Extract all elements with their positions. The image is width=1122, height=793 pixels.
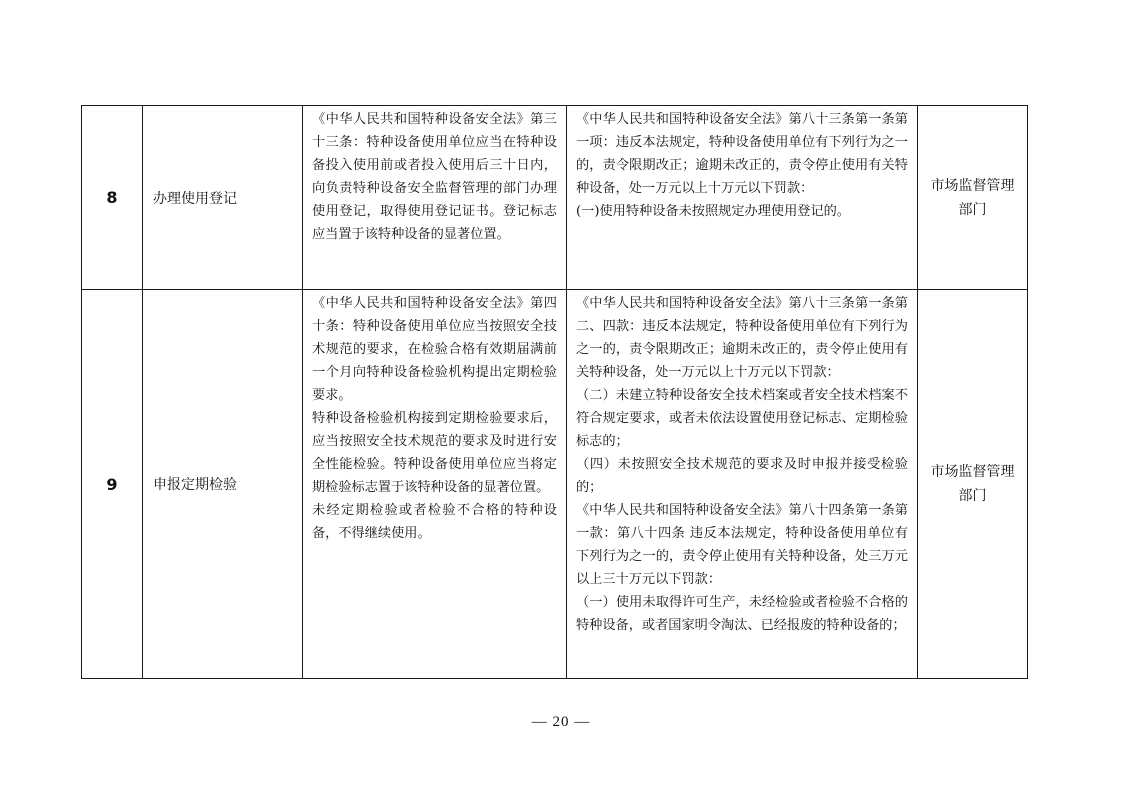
- penalty-paragraph: 《中华人民共和国特种设备安全法》第八十四条第一条第一款：第八十四条 违反本法规定，特种设备使用单位有下列行为之一的，责令停止使用有关特种设备，处三万元以上三十万元以下罚款：: [576, 503, 908, 587]
- penalty-paragraph: （一）使用未取得许可生产，未经检验或者检验不合格的特种设备，或者国家明令淘汰、已经报废的特种设备的；: [576, 595, 908, 633]
- department-cell: 市场监督管理部门: [918, 106, 1028, 290]
- penalty-basis-cell: [567, 106, 918, 290]
- penalty-paragraph: 《中华人民共和国特种设备安全法》第八十三条第一条第一项：违反本法规定，特种设备使用单位有下列行为之一的，责令限期改正；逾期未改正的，责令停止使用有关特种设备，处一万元以上十万元以下罚款：: [576, 112, 908, 196]
- penalty-paragraph: （二）未建立特种设备安全技术档案或者安全技术档案不符合规定要求，或者未依法设置使用登记标志、定期检验标志的；: [576, 388, 908, 449]
- item-name: 申报定期检验: [143, 290, 303, 679]
- legal-basis-paragraph: 《中华人民共和国特种设备安全法》第三十三条：特种设备使用单位应当在特种设备投入使用前或者投入使用后三十日内，向负责特种设备安全监督管理的部门办理使用登记，取得使用登记证书。登记标志应当置于该特种设备的显著位置。: [312, 112, 557, 242]
- regulation-table: [81, 105, 1028, 679]
- penalty-basis-cell: [567, 290, 918, 679]
- row-number: 8: [82, 106, 143, 290]
- legal-basis-cell: [303, 290, 567, 679]
- legal-basis-paragraph: 《中华人民共和国特种设备安全法》第四十条：特种设备使用单位应当按照安全技术规范的要求，在检验合格有效期届满前一个月向特种设备检验机构提出定期检验要求。: [312, 296, 557, 403]
- legal-basis-paragraph: 特种设备检验机构接到定期检验要求后，应当按照安全技术规范的要求及时进行安全性能检验。特种设备使用单位应当将定期检验标志置于该特种设备的显著位置。: [312, 411, 557, 495]
- page-number: — 20 —: [531, 714, 591, 730]
- table-row: [82, 106, 1028, 290]
- item-name: 办理使用登记: [143, 106, 303, 290]
- department-cell: 市场监督管理部门: [918, 290, 1028, 679]
- legal-basis-paragraph: 未经定期检验或者检验不合格的特种设备，不得继续使用。: [312, 503, 557, 541]
- table-row: [82, 290, 1028, 679]
- row-number: 9: [82, 290, 143, 679]
- penalty-paragraph: 《中华人民共和国特种设备安全法》第八十三条第一条第二、四款：违反本法规定，特种设备使用单位有下列行为之一的，责令限期改正；逾期未改正的，责令停止使用有关特种设备，处一万元以上十万元以下罚款：: [576, 296, 908, 380]
- legal-basis-cell: [303, 106, 567, 290]
- penalty-paragraph: (一)使用特种设备未按照规定办理使用登记的。: [576, 204, 851, 219]
- penalty-paragraph: （四）未按照安全技术规范的要求及时申报并接受检验的；: [576, 457, 908, 495]
